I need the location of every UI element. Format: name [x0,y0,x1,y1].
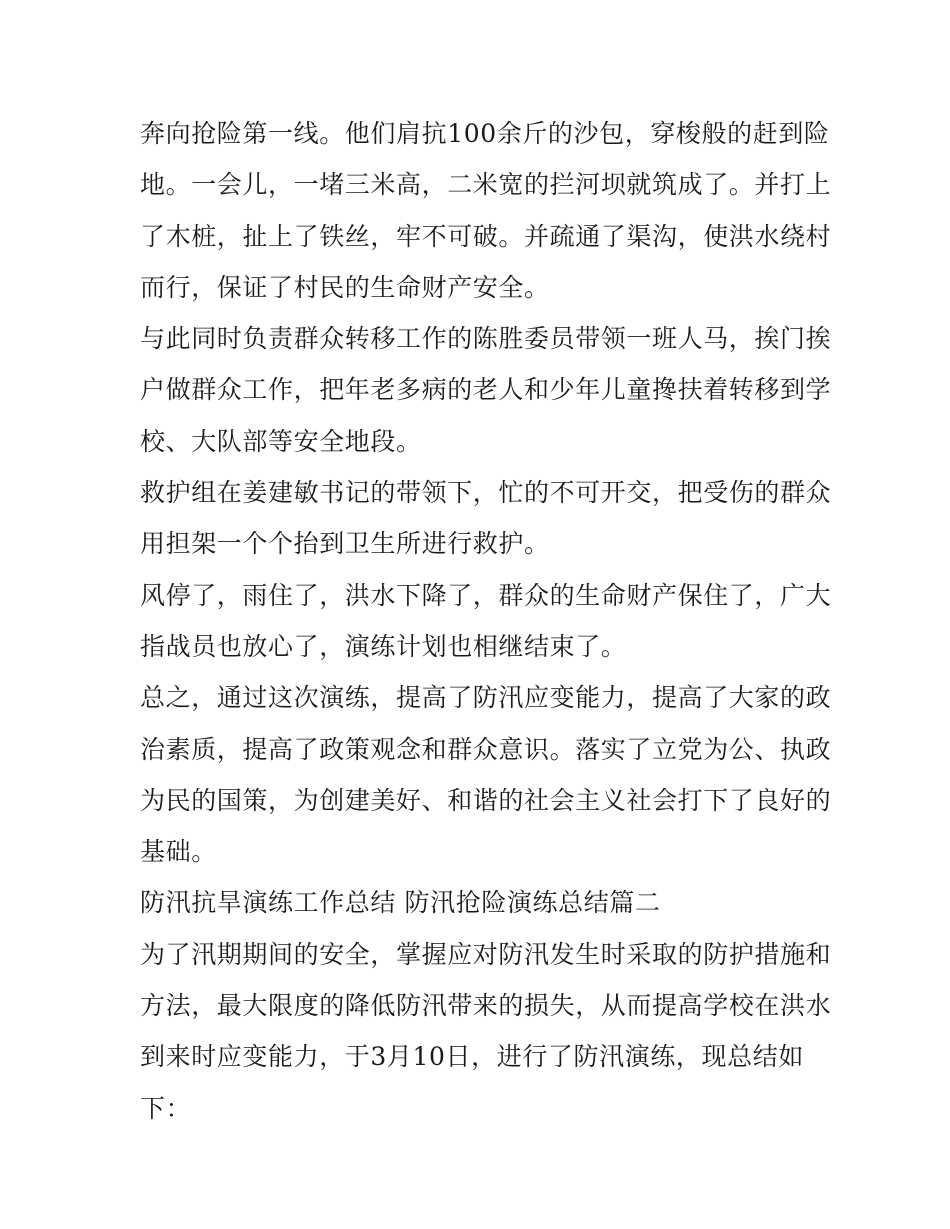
section-heading [140,877,820,928]
paragraph-flood-barrier [140,108,832,313]
text-line: 为了汛期期间的安全，掌握应对防汛发生时采取的防护措施和 [140,939,832,969]
text-line: 而行，保证了村民的生命财产安全。 [140,272,550,302]
paragraph-evacuation [140,313,832,467]
text-line: 风停了，雨住了，洪水下降了，群众的生命财产保住了，广大 [140,580,832,610]
text-line: 治素质，提高了政策观念和群众意识。落实了立党为公、执政 [140,734,832,764]
text-line: 与此同时负责群众转移工作的陈胜委员带领一班人马，挨门挨 [140,324,832,354]
text-line: 户做群众工作，把年老多病的老人和少年儿童搀扶着转移到学 [140,375,832,405]
text-line: 救护组在姜建敏书记的带领下，忙的不可开交，把受伤的群众 [140,478,832,508]
text-line: 基础。 [140,837,217,867]
text-line: 下： [140,1093,192,1123]
text-line: 了木桩，扯上了铁丝，牢不可破。并疏通了渠沟，使洪水绕村 [140,221,832,251]
paragraph-intro-part-two [140,929,832,1134]
text-line: 为民的国策，为创建美好、和谐的社会主义社会打下了良好的 [140,785,832,815]
paragraph-conclusion [140,672,832,877]
paragraph-drill-end [140,570,832,673]
text-line: 方法，最大限度的降低防汛带来的损失，从而提高学校在洪水 [140,991,832,1021]
text-line: 奔向抢险第一线。他们肩抗100余斤的沙包，穿梭般的赶到险 [140,119,830,148]
text-line: 校、大队部等安全地段。 [140,426,422,456]
document-body [140,108,832,1134]
text-line: 地。一会儿，一堵三米高，二米宽的拦河坝就筑成了。并打上 [140,170,832,200]
paragraph-rescue [140,467,832,570]
text-line: 到来时应变能力，于3月10日，进行了防汛演练，现总结如 [140,1042,804,1072]
text-line: 总之，通过这次演练，提高了防汛应变能力，提高了大家的政 [140,683,832,713]
text-line: 指战员也放心了，演练计划也相继结束了。 [140,631,627,661]
text-line: 用担架一个个抬到卫生所进行救护。 [140,529,550,559]
heading-line: 防汛抗旱演练工作总结 防汛抢险演练总结篇二 [140,888,661,918]
